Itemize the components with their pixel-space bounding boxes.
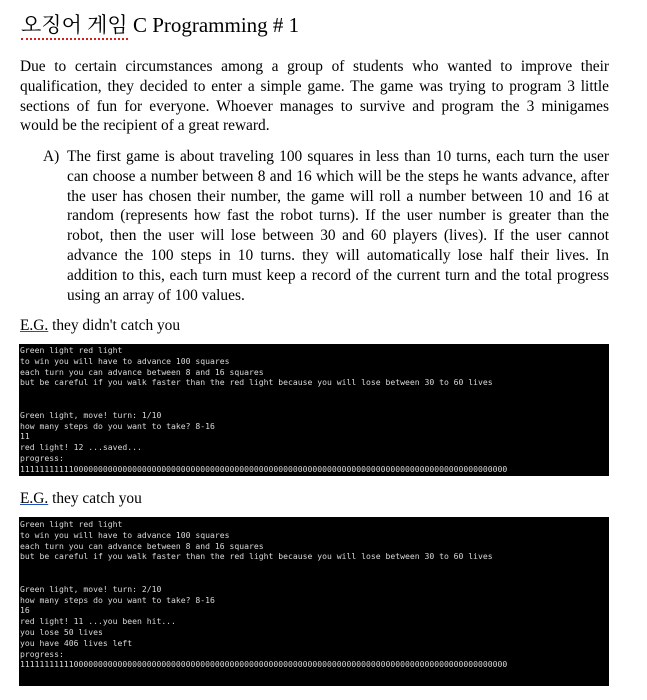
page-title — [21, 11, 299, 39]
console-line — [20, 399, 609, 410]
console-line: to win you will have to advance 100 squares — [20, 529, 230, 540]
example-2-caption — [20, 489, 142, 509]
console-line: progress: — [20, 648, 64, 659]
console-line: how many steps do you want to take? 8-16 — [20, 420, 215, 431]
example-caption-text: they catch you — [48, 490, 142, 507]
console-line: each turn you can advance between 8 and 16 squares — [20, 540, 264, 551]
console-line: how many steps do you want to take? 8-16 — [20, 594, 215, 605]
console-line: you have 406 lives left — [20, 637, 133, 648]
console-line: 16 — [20, 605, 30, 616]
title-korean: 오징어 게임 — [21, 13, 128, 40]
example-caption-text: they didn't catch you — [48, 317, 181, 334]
console-line: Green light red light — [20, 345, 123, 355]
console-output-2 — [19, 517, 609, 686]
example-abbr: E.G. — [20, 490, 49, 507]
console-line: you lose 50 lives — [20, 626, 103, 637]
intro-paragraph: Due to certain circumstances among a group of students who wanted to improve their qualification, they decided to enter a simple game. The game was trying to program 3 little sections of fun for everyone. Whoever manages to survive and program the 3 minigames would be the recipient of a great reward. — [20, 58, 609, 135]
console-line — [20, 562, 609, 573]
console-output-1 — [19, 344, 609, 476]
console-line — [20, 573, 609, 584]
console-line: but be careful if you walk faster than the red light because you will lose between 30 to 60 lives — [20, 551, 493, 562]
list-item-text: The first game is about traveling 100 squares in less than 10 turns, each turn the user can choose a number between 8 and 16 which will be the steps he wants advance, after the user has chosen their number, the game will roll a number between 10 and 16 at random (represents how fast the robot turns). If the user number is greater than the robot, then the user will lose between 30 and 60 players (lives). If the user cannot advance the 100 steps in 10 turns. they will automatically lose half their lives. In addition to this, each turn must keep a record of the current turn and the total progress using an array of 100 values. — [67, 148, 609, 304]
console-line: progress: — [20, 452, 64, 463]
console-line: each turn you can advance between 8 and 16 squares — [20, 366, 264, 377]
console-line: Green light, move! turn: 1/10 — [20, 409, 162, 420]
console-line: to win you will have to advance 100 squares — [20, 355, 230, 366]
console-line — [20, 388, 609, 399]
console-line: 1111111111100000000000000000000000000000000000000000000000000000000000000000000000000000000000000000 — [20, 659, 508, 670]
console-line: but be careful if you walk faster than the red light because you will lose between 30 to 60 lives — [20, 377, 493, 388]
example-abbr: E.G. — [20, 317, 49, 334]
console-line: red light! 12 ...saved... — [20, 442, 142, 453]
title-rest: C Programming # 1 — [132, 13, 300, 37]
console-line: red light! 11 ...you been hit... — [20, 616, 176, 627]
console-line: Green light, move! turn: 2/10 — [20, 583, 162, 594]
list-marker: A) — [43, 148, 60, 165]
console-line: Green light red light — [20, 519, 123, 529]
console-line: 1111111111100000000000000000000000000000000000000000000000000000000000000000000000000000000000000000 — [20, 463, 508, 474]
example-1-caption — [20, 316, 180, 336]
console-line: 11 — [20, 431, 30, 442]
list-item-a — [43, 147, 609, 305]
